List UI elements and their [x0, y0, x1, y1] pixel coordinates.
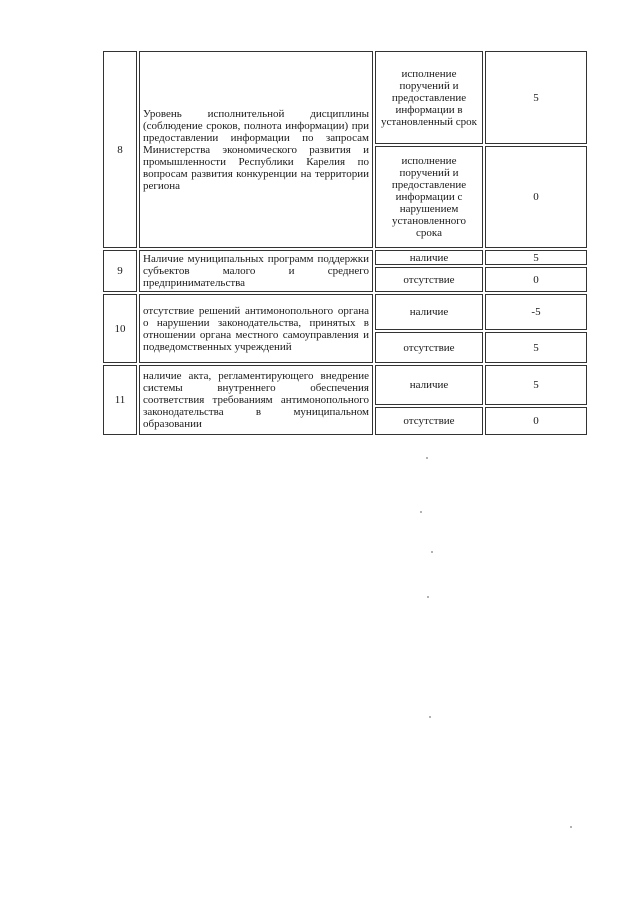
option-score: -5 [485, 294, 587, 330]
option-label: наличие [375, 365, 483, 405]
option-label: наличие [375, 250, 483, 265]
criterion-description: Наличие муниципальных программ поддержки субъектов малого и среднего предпринимательства [139, 250, 373, 292]
option-label: исполнение поручений и предоставление информации с нарушением установленного срока [375, 146, 483, 248]
row-number: 9 [103, 250, 137, 292]
scan-speck [420, 511, 422, 513]
option-score: 5 [485, 365, 587, 405]
row-number: 10 [103, 294, 137, 363]
criterion-description: отсутствие решений антимонопольного органа о нарушении законодательства, принятых в отношении органа местного самоуправления и подведомственных учреждений [139, 294, 373, 363]
option-score: 0 [485, 407, 587, 435]
scan-speck [431, 551, 433, 553]
scan-speck [429, 716, 431, 718]
option-score: 5 [485, 250, 587, 265]
table-row [103, 294, 587, 330]
table-row [103, 51, 587, 144]
option-label: отсутствие [375, 267, 483, 292]
option-score: 5 [485, 332, 587, 363]
option-score: 5 [485, 51, 587, 144]
row-number: 8 [103, 51, 137, 248]
option-label: отсутствие [375, 407, 483, 435]
option-score: 0 [485, 146, 587, 248]
criterion-description: наличие акта, регламентирующего внедрение системы внутреннего обеспечения соответствия требованиям антимонопольного законодательства в муниципальном образовании [139, 365, 373, 435]
option-label: наличие [375, 294, 483, 330]
row-number: 11 [103, 365, 137, 435]
option-score: 0 [485, 267, 587, 292]
table-row [103, 250, 587, 265]
criterion-description: Уровень исполнительной дисциплины (соблюдение сроков, полнота информации) при предоставлении информации по запросам Министерства экономического развития и промышленности Республики Карелия по вопросам развития конкуренции на территории региона [139, 51, 373, 248]
table-row [103, 365, 587, 405]
scan-speck [570, 826, 572, 828]
scan-speck [427, 596, 429, 598]
scan-speck [426, 457, 428, 459]
criteria-table [101, 49, 589, 437]
option-label: отсутствие [375, 332, 483, 363]
option-label: исполнение поручений и предоставление информации в установленный срок [375, 51, 483, 144]
